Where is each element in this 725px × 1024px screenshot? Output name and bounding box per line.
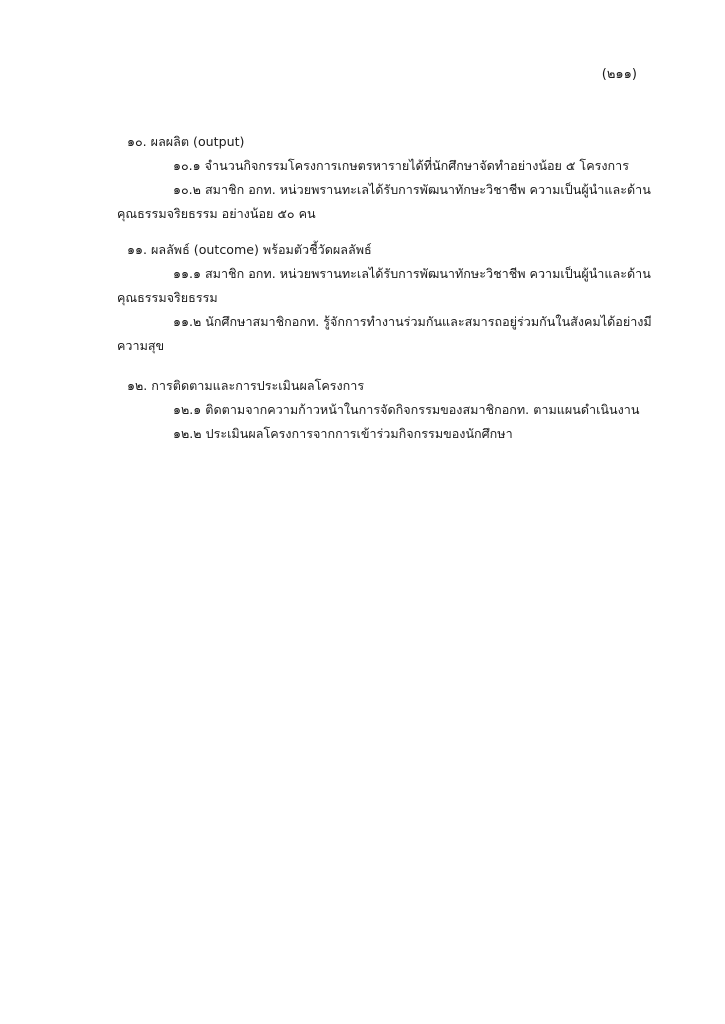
output-item-2: ๑๐.๒ สมาชิก อกท. หน่วยพรานทะเลได้รับการพัฒนาทักษะวิชาชีพ ความเป็นผู้นำและด้าน <box>173 182 651 197</box>
section-heading-output: ๑๐. ผลผลิต (output) <box>127 134 245 149</box>
output-item-2-continuation: คุณธรรมจริยธรรม อย่างน้อย ๕๐ คน <box>117 206 316 221</box>
section-heading-evaluation: ๑๒. การติดตามและการประเมินผลโครงการ <box>127 378 365 393</box>
section-heading-outcome: ๑๑. ผลลัพธ์ (outcome) พร้อมตัวชี้วัดผลลัพธ์ <box>127 242 372 257</box>
evaluation-item-1: ๑๒.๑ ติดตามจากความก้าวหน้าในการจัดกิจกรรมของสมาชิกอกท. ตามแผนดำเนินงาน <box>173 402 640 417</box>
outcome-item-2: ๑๑.๒ นักศึกษาสมาชิกอกท. รู้จักการทำงานร่วมกันและสมารถอยู่ร่วมกันในสังคมได้อย่างมี <box>173 314 652 329</box>
outcome-item-1-continuation: คุณธรรมจริยธรรม <box>117 290 218 305</box>
page-number: (๒๑๑) <box>601 67 637 82</box>
evaluation-item-2: ๑๒.๒ ประเมินผลโครงการจากการเข้าร่วมกิจกรรมของนักศึกษา <box>173 426 513 441</box>
output-item-1: ๑๐.๑ จำนวนกิจกรรมโครงการเกษตรหารายได้ที่นักศึกษาจัดทำอย่างน้อย ๕ โครงการ <box>173 158 629 173</box>
outcome-item-2-continuation: ความสุข <box>117 338 165 353</box>
outcome-item-1: ๑๑.๑ สมาชิก อกท. หน่วยพรานทะเลได้รับการพัฒนาทักษะวิชาชีพ ความเป็นผู้นำและด้าน <box>173 266 651 281</box>
